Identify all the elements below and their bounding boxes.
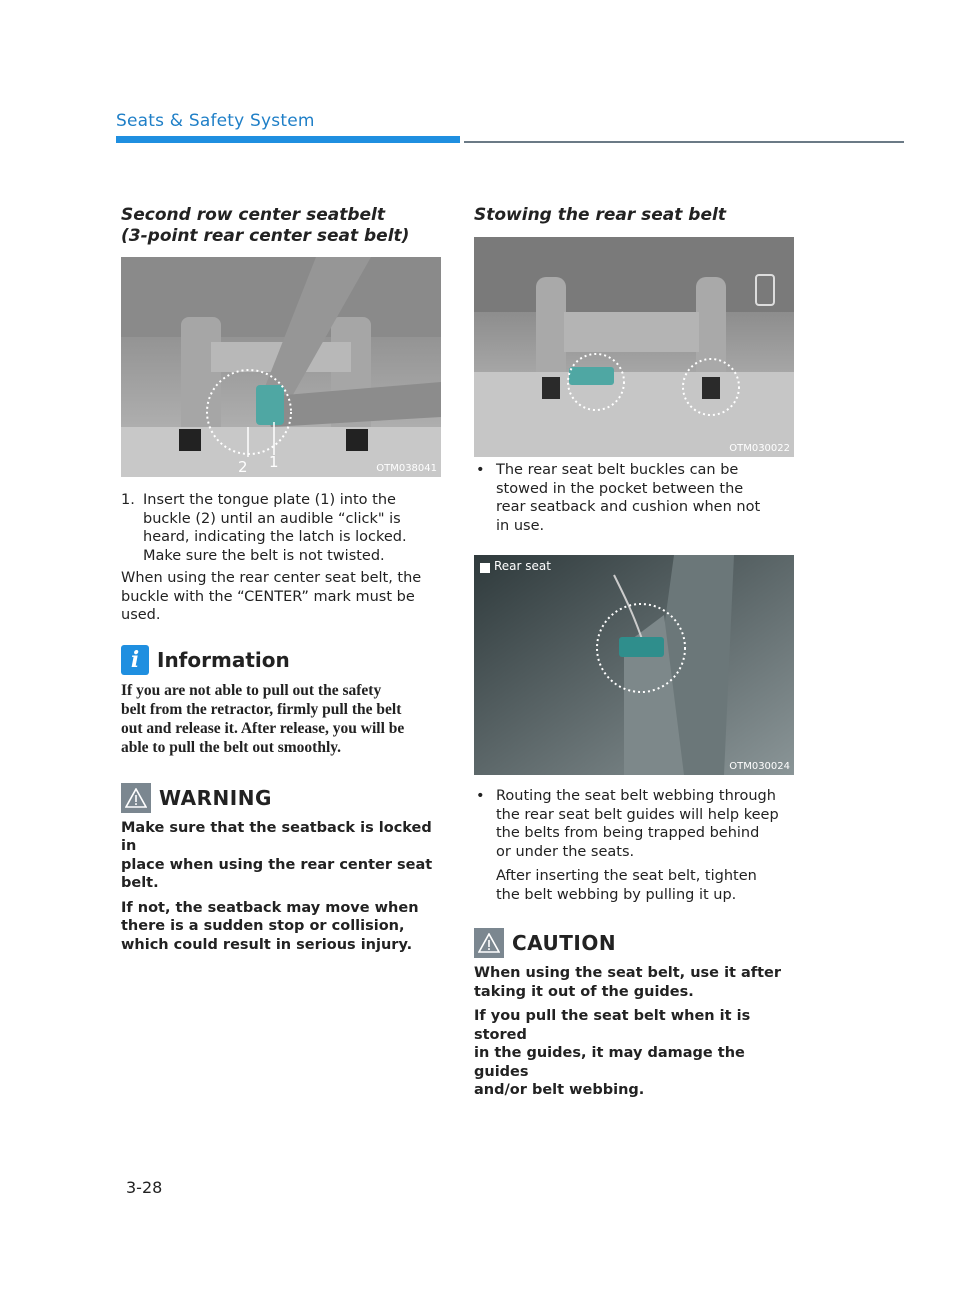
info-title: Information xyxy=(157,647,290,672)
right-column xyxy=(474,205,799,1100)
info-icon: i xyxy=(121,645,149,675)
bullet-belt-guides: • Routing the seat belt webbing through the rear seat belt guides will help keep the belts from being trapped behind or under the seats. After inserting the seat belt, tighten the belt webbing by pulling it up. xyxy=(476,788,779,903)
photo1-code: OTM030022 xyxy=(729,443,790,454)
header-divider-rule xyxy=(464,141,904,143)
warning-icon xyxy=(121,783,151,813)
header-accent-rule xyxy=(116,136,460,143)
warning-title: WARNING xyxy=(159,785,272,810)
stowed-buckles-illustration xyxy=(474,237,794,457)
information-notice: i Information If you are not able to pull out the safety belt from the retractor, firmly pull the belt out and release it. After release, you will be able to pull the belt out smoothly. xyxy=(121,646,405,756)
callout-1: 1 xyxy=(269,453,279,471)
bullet-stow-buckles: • The rear seat belt buckles can be stowed in the pocket between the rear seatback and cushion when not in use. xyxy=(476,462,761,534)
photo-center-seatbelt xyxy=(121,257,441,477)
belt-guide-illustration xyxy=(474,555,794,775)
page-number: 3-28 xyxy=(126,1178,163,1197)
photo2-label: Rear seat xyxy=(494,559,551,573)
left-column xyxy=(121,205,446,954)
step-number: 1. xyxy=(121,492,135,508)
center-seatbelt-illustration xyxy=(121,257,441,477)
photo-stowed-buckles xyxy=(474,237,794,457)
caution-title: CAUTION xyxy=(512,931,617,955)
photo2-code: OTM030024 xyxy=(729,761,790,772)
caution-notice: CAUTION When using the seat belt, use it after taking it out of the guides. If you pull the seat belt when it is stored in the guides, it may damage the guides and/or belt webbing. xyxy=(474,928,799,1100)
section-title-stowing: Stowing the rear seat belt xyxy=(474,205,726,225)
caution-icon xyxy=(474,928,504,958)
instruction-step: 1. Insert the tongue plate (1) into the buckle (2) until an audible “click" is heard, indicating the latch is locked. Make sure the belt is not twisted. xyxy=(121,492,407,564)
section-title-center-seatbelt: Second row center seatbelt (3-point rear center seat belt) xyxy=(121,205,410,246)
photo-belt-guide xyxy=(474,555,794,775)
callout-2: 2 xyxy=(238,458,248,476)
section-header-title: Seats & Safety System xyxy=(116,111,315,131)
warning-notice: WARNING Make sure that the seatback is locked in place when using the rear center seat belt. If not, the seatback may move when there is a sudden stop or collision, which could result in serious injury. xyxy=(121,783,446,955)
center-buckle-note: When using the rear center seat belt, the buckle with the “CENTER” mark must be used. xyxy=(121,570,422,623)
photo-code: OTM038041 xyxy=(376,463,437,474)
